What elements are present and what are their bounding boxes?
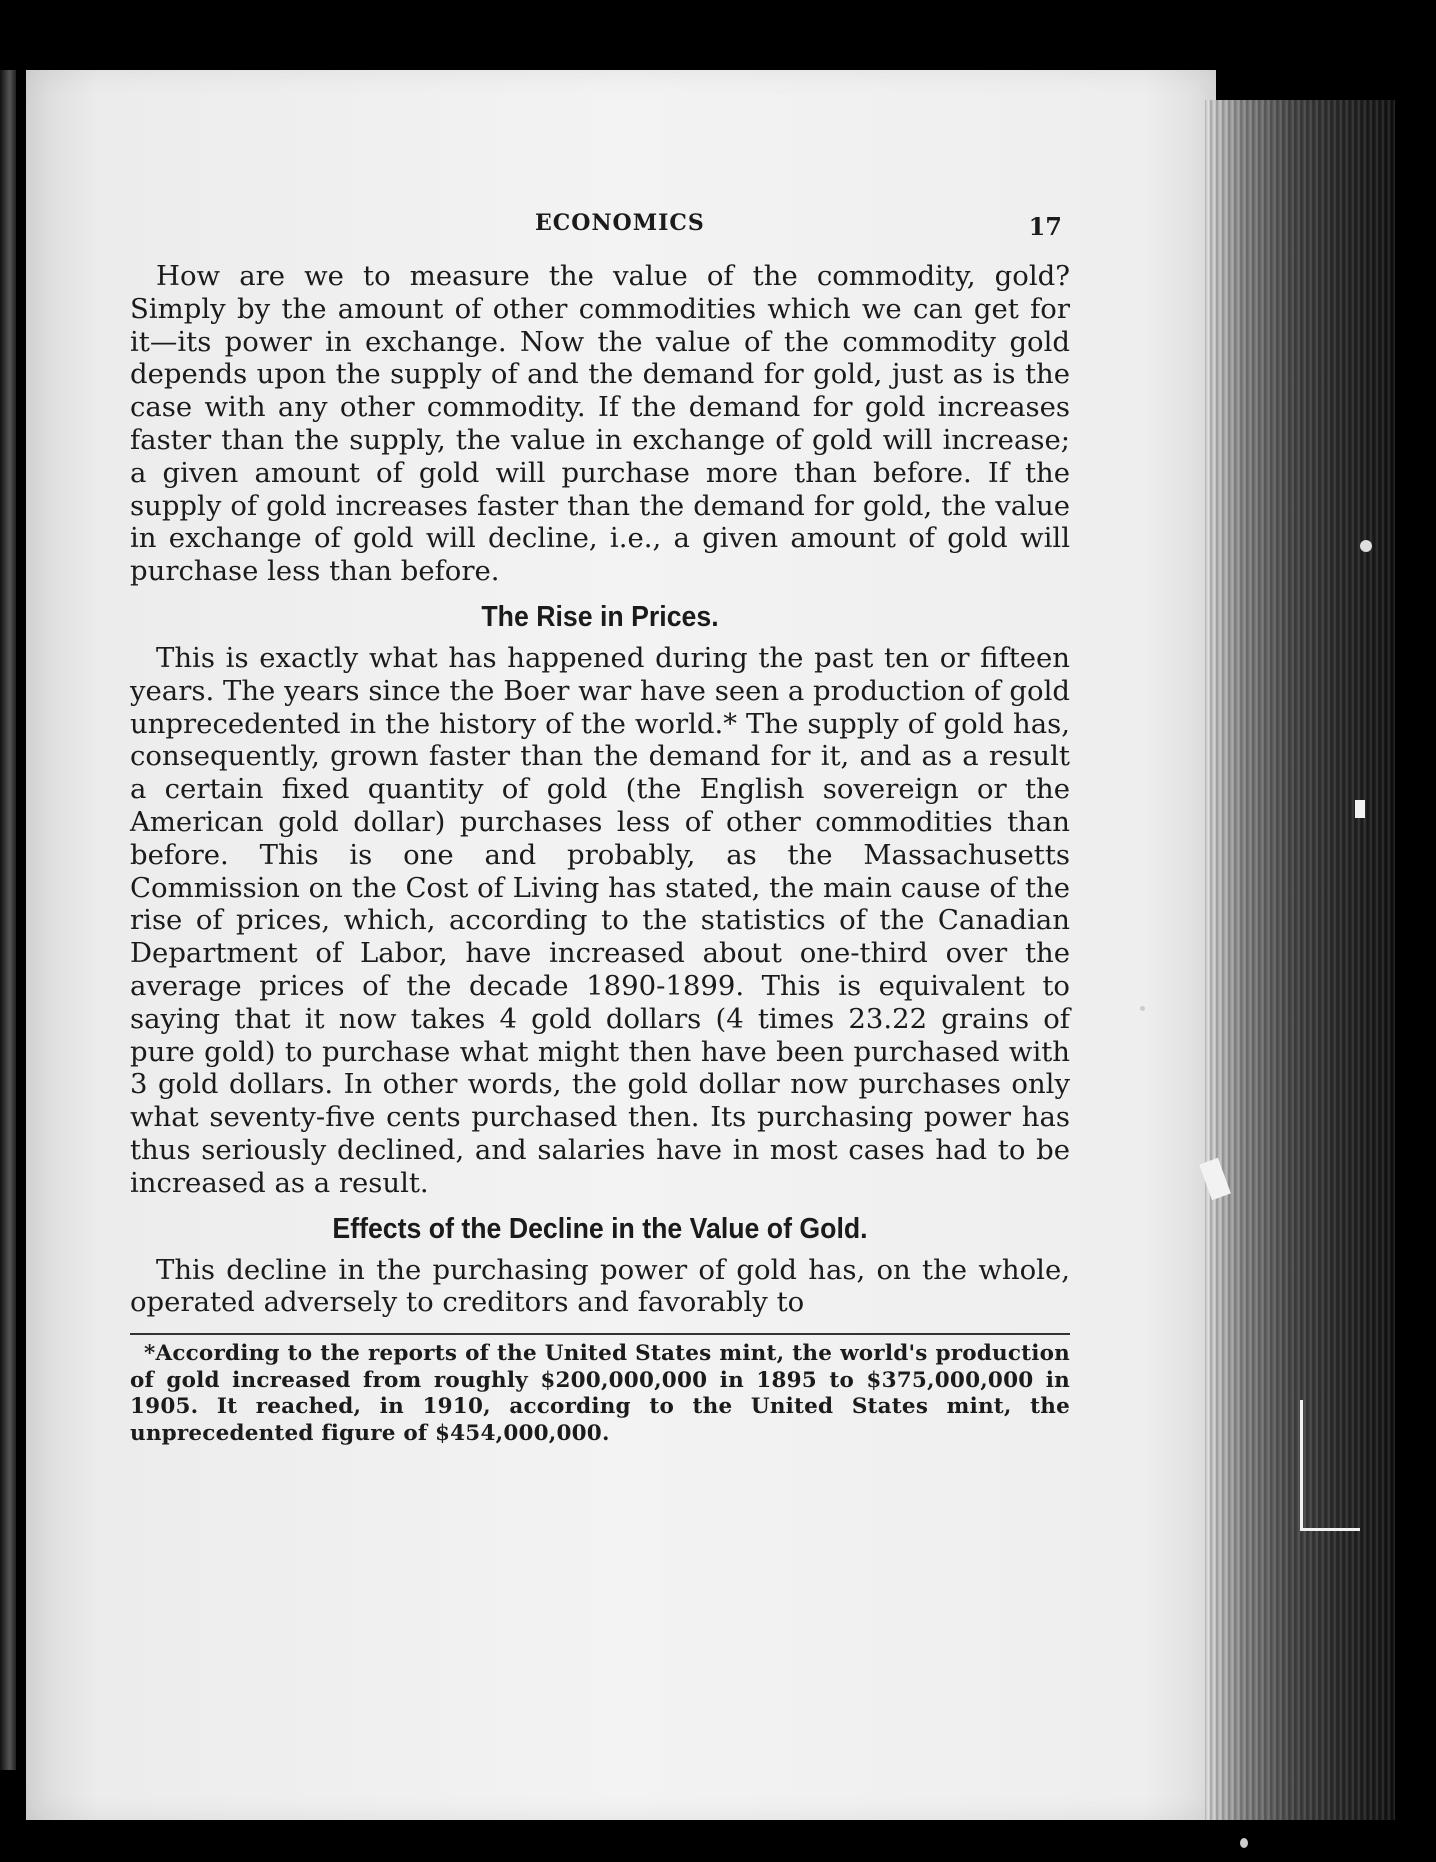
scan-speck [1360, 540, 1372, 552]
paragraph-effects-of-decline: This decline in the purchasing power of gold has, on the whole, operated adversely to creditors and favorably to [130, 1253, 1070, 1319]
running-head-title: ECONOMICS [535, 210, 705, 236]
edge-blemish [1355, 800, 1365, 818]
running-head [130, 210, 1070, 260]
paragraph-rise-in-prices: This is exactly what has happened during the past ten or fifteen years. The years since the Boer war have seen a production of gold unprecedented in the history of the world.* The supply of gold has, consequently, grown faster than the demand for it, and as a result a certain fixed quantity of gold (the English sovereign or the American gold dollar) purchases less of other commodities than before. This is one and probably, as the Massachusetts Commission on the Cost of Living has stated, the main cause of the rise of prices, which, according to the statistics of the Canadian Department of Labor, have increased about one-third over the average prices of the decade 1890-1899. This is equivalent to saying that it now takes 4 gold dollars (4 times 23.22 grains of pure gold) to purchase what might then have been purchased with 3 gold dollars. In other words, the gold dollar now purchases only what seventy-five cents purchased then. Its purchasing power has thus seriously declined, and salaries have in most cases had to be increased as a result. [130, 641, 1070, 1199]
heading-effects-of-decline: Effects of the Decline in the Value of Gold. [332, 1212, 868, 1245]
heading-rise-in-prices: The Rise in Prices. [481, 600, 719, 633]
book-fore-edge [1205, 100, 1395, 1820]
scan-speck [1140, 1006, 1145, 1011]
edge-blemish [1300, 1528, 1360, 1531]
page-text [130, 210, 1070, 1447]
edge-blemish [1300, 1400, 1303, 1530]
footnote: *According to the reports of the United States mint, the world's production of gold increased from roughly $200,000,000 in 1895 to $375,000,000 in 1905. It reached, in 1910, according to the United States mint, the unprecedented figure of $454,000,000. [130, 1341, 1070, 1446]
scan-speck [1240, 1838, 1248, 1848]
footnote-rule [130, 1333, 1070, 1335]
page-number: 17 [1028, 212, 1062, 241]
facing-page-edge [0, 70, 16, 1770]
paragraph-value-of-gold: How are we to measure the value of the commodity, gold? Simply by the amount of other commodities which we can get for it—its power in exchange. Now the value of the commodity gold depends upon the supply of and the demand for gold, just as is the case with any other commodity. If the demand for gold increases faster than the supply, the value in exchange of gold will increase; a given amount of gold will purchase more than before. If the supply of gold increases faster than the demand for gold, the value in exchange of gold will decline, i.e., a given amount of gold will purchase less than before. [130, 260, 1070, 588]
